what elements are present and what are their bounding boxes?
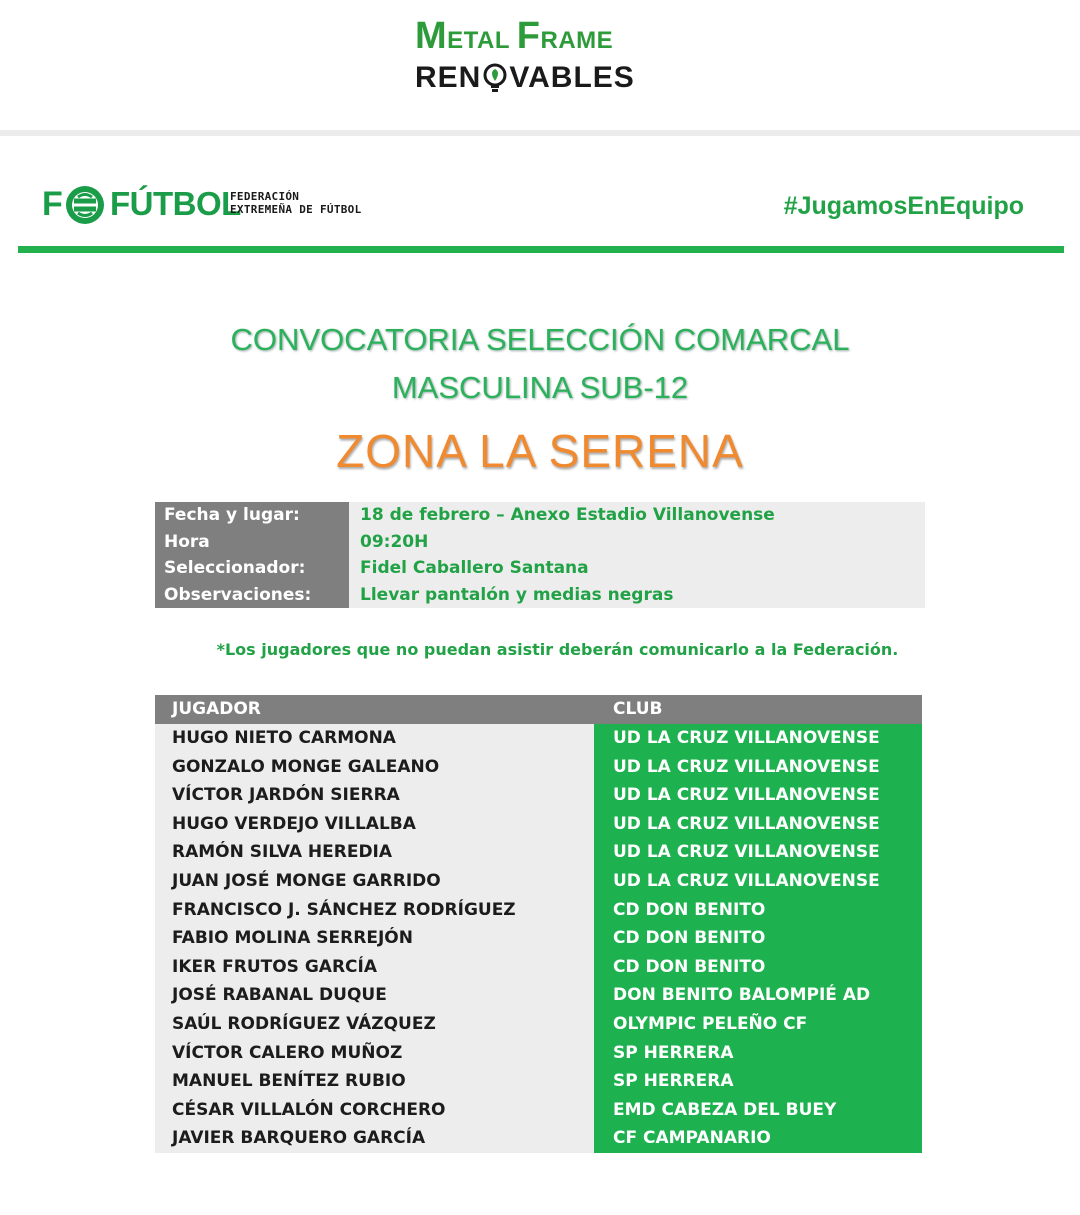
federation-name (230, 190, 400, 216)
player-name: HUGO NIETO CARMONA (155, 724, 594, 753)
player-name: JUAN JOSÉ MONGE GARRIDO (155, 867, 594, 896)
info-table (155, 502, 925, 608)
player-club: CD DON BENITO (594, 896, 922, 925)
info-label: Seleccionador: (155, 555, 349, 582)
player-name: JOSÉ RABANAL DUQUE (155, 981, 594, 1010)
info-label: Observaciones: (155, 582, 349, 609)
table-row (155, 781, 922, 810)
zone-title: ZONA LA SERENA (336, 425, 744, 477)
player-club: UD LA CRUZ VILLANOVENSE (594, 753, 922, 782)
info-row-coach (155, 555, 925, 582)
player-club: DON BENITO BALOMPIÉ AD (594, 981, 922, 1010)
notice-text: *Los jugadores que no puedan asistir deberán comunicarlo a la Federación. (216, 640, 899, 659)
title-line2: MASCULINA SUB-12 (391, 370, 689, 405)
table-row (155, 1124, 922, 1153)
player-club: UD LA CRUZ VILLANOVENSE (594, 867, 922, 896)
player-club: UD LA CRUZ VILLANOVENSE (594, 781, 922, 810)
player-name: IKER FRUTOS GARCÍA (155, 953, 594, 982)
sponsor-word-ren: REN (415, 61, 482, 94)
table-row (155, 981, 922, 1010)
table-row (155, 896, 922, 925)
table-row (155, 953, 922, 982)
federation-header (18, 170, 1064, 253)
table-row (155, 1067, 922, 1096)
sponsor-initial-f: F (516, 15, 541, 57)
player-club: SP HERRERA (594, 1039, 922, 1068)
player-name: VÍCTOR JARDÓN SIERRA (155, 781, 594, 810)
player-club: UD LA CRUZ VILLANOVENSE (594, 810, 922, 839)
table-row (155, 924, 922, 953)
info-row-time (155, 529, 925, 556)
sponsor-logo-line2 (415, 61, 655, 95)
federation-logo-letter: F (42, 185, 63, 223)
player-club: EMD CABEZA DEL BUEY (594, 1096, 922, 1125)
player-name: FRANCISCO J. SÁNCHEZ RODRÍGUEZ (155, 896, 594, 925)
info-value: Llevar pantalón y medias negras (349, 582, 925, 609)
federation-name-line2: EXTREMEÑA DE FÚTBOL (230, 203, 362, 216)
federation-name-line1: FEDERACIÓN (230, 190, 300, 203)
table-row (155, 1010, 922, 1039)
player-club: CF CAMPANARIO (594, 1124, 922, 1153)
sponsor-word-rame: RAME (540, 27, 614, 54)
sponsor-word-vables: VABLES (509, 61, 635, 94)
hashtag: #JugamosEnEquipo (783, 192, 1024, 220)
player-name: SAÚL RODRÍGUEZ VÁZQUEZ (155, 1010, 594, 1039)
player-name: JAVIER BARQUERO GARCÍA (155, 1124, 594, 1153)
info-label: Hora (155, 529, 349, 556)
info-row-notes (155, 582, 925, 609)
table-row (155, 1096, 922, 1125)
players-table-body (155, 724, 922, 1153)
player-club: UD LA CRUZ VILLANOVENSE (594, 838, 922, 867)
player-club: OLYMPIC PELEÑO CF (594, 1010, 922, 1039)
table-row (155, 753, 922, 782)
player-name: HUGO VERDEJO VILLALBA (155, 810, 594, 839)
info-row-date (155, 502, 925, 529)
player-name: FABIO MOLINA SERREJÓN (155, 924, 594, 953)
player-club: UD LA CRUZ VILLANOVENSE (594, 724, 922, 753)
players-table-header (155, 695, 922, 724)
sponsor-logo (415, 16, 655, 106)
player-name: RAMÓN SILVA HEREDIA (155, 838, 594, 867)
table-row (155, 838, 922, 867)
player-name: CÉSAR VILLALÓN CORCHERO (155, 1096, 594, 1125)
sponsor-logo-line1 (415, 16, 655, 61)
title-line1: CONVOCATORIA SELECCIÓN COMARCAL (230, 322, 850, 357)
sponsor-header (0, 0, 1080, 136)
header-player: JUGADOR (172, 699, 261, 719)
player-name: MANUEL BENÍTEZ RUBIO (155, 1067, 594, 1096)
table-row (155, 810, 922, 839)
info-value: 18 de febrero – Anexo Estadio Villanovense (349, 502, 925, 529)
table-row (155, 724, 922, 753)
player-club: CD DON BENITO (594, 924, 922, 953)
info-value: Fidel Caballero Santana (349, 555, 925, 582)
info-value: 09:20H (349, 529, 925, 556)
sponsor-word-etal: ETAL (447, 27, 510, 54)
player-name: GONZALO MONGE GALEANO (155, 753, 594, 782)
info-label: Fecha y lugar: (155, 502, 349, 529)
header-club: CLUB (613, 699, 663, 719)
players-table (155, 695, 922, 1153)
federation-logo-word: FÚTBOL (110, 185, 241, 222)
player-club: SP HERRERA (594, 1067, 922, 1096)
sponsor-initial-m: M (415, 15, 448, 57)
table-row (155, 1039, 922, 1068)
player-club: CD DON BENITO (594, 953, 922, 982)
football-icon (64, 184, 106, 226)
player-name: VÍCTOR CALERO MUÑOZ (155, 1039, 594, 1068)
table-row (155, 867, 922, 896)
lightbulb-icon (482, 63, 508, 95)
